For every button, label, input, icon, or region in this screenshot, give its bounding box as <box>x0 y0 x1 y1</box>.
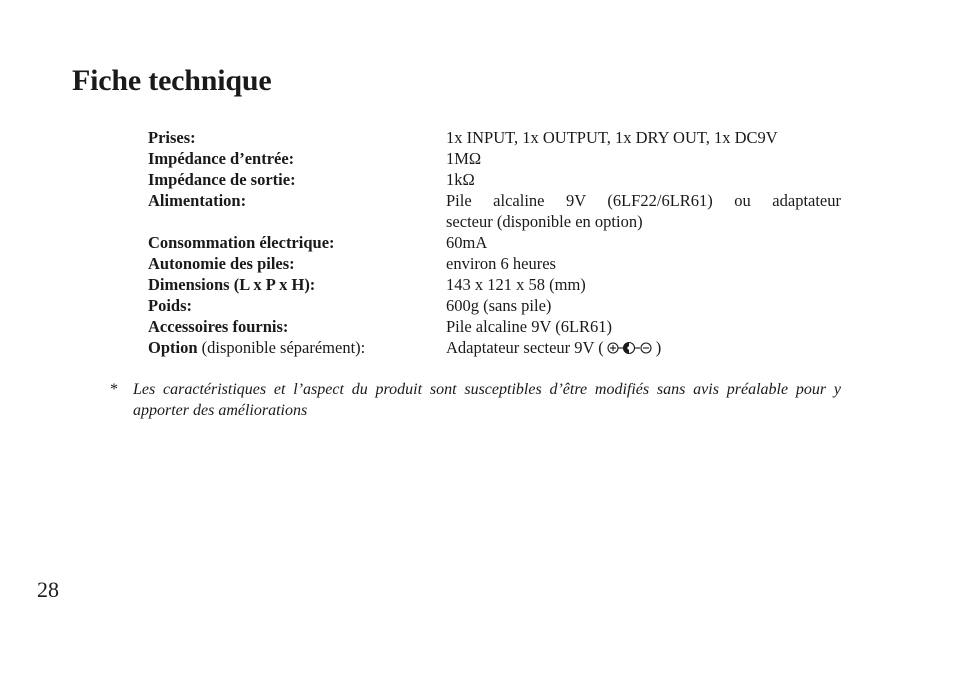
spec-row-dimensions <box>148 274 841 295</box>
spec-row-impedance-sortie <box>148 169 841 190</box>
spec-label: Option <box>148 338 198 357</box>
spec-value: Pile alcaline 9V (6LR61) <box>446 317 613 336</box>
spec-row-alimentation <box>148 190 841 211</box>
spec-label: Accessoires fournis: <box>148 317 289 336</box>
spec-label: Impédance de sortie: <box>148 170 296 189</box>
spec-value: 1x INPUT, 1x OUTPUT, 1x DRY OUT, 1x DC9V <box>446 128 778 147</box>
spec-label: Consommation électrique: <box>148 233 335 252</box>
page-title: Fiche technique <box>72 64 272 97</box>
spec-row-prises <box>148 127 841 148</box>
footnote-text: Les caractéristiques et l’aspect du produit sont susceptibles d’être modifiés sans avis préalable pour y apporter des améliorations <box>133 381 841 419</box>
spec-row-alimentation-cont <box>148 211 841 232</box>
footnote <box>110 379 841 421</box>
spec-row-autonomie <box>148 253 841 274</box>
spec-label: Prises: <box>148 128 196 147</box>
spec-row-poids <box>148 295 841 316</box>
footnote-mark: * <box>110 381 118 398</box>
spec-label-suffix: (disponible séparément): <box>197 338 366 357</box>
spec-value: 60mA <box>446 233 488 252</box>
page-number: 28 <box>37 577 59 602</box>
spec-value: 1MΩ <box>446 149 482 168</box>
spec-label: Alimentation: <box>148 191 247 210</box>
spec-label: Impédance d’entrée: <box>148 149 295 168</box>
dc-polarity-icon <box>607 339 655 360</box>
spec-label: Dimensions (L x P x H): <box>148 275 316 294</box>
spec-row-consommation <box>148 232 841 253</box>
spec-value-line2: secteur (disponible en option) <box>446 212 643 231</box>
spec-table <box>148 127 841 360</box>
spec-label: Autonomie des piles: <box>148 254 295 273</box>
spec-row-accessoires <box>148 316 841 337</box>
spec-value: 600g (sans pile) <box>446 296 552 315</box>
spec-row-option <box>148 337 841 360</box>
spec-value: 143 x 121 x 58 (mm) <box>446 275 586 294</box>
spec-value: environ 6 heures <box>446 254 556 273</box>
spec-value-suffix: ) <box>655 338 662 357</box>
spec-label: Poids: <box>148 296 193 315</box>
spec-value: 1kΩ <box>446 170 475 189</box>
spec-value: Pile alcaline 9V (6LF22/6LR61) ou adaptateur <box>446 191 841 210</box>
spec-value-prefix: Adaptateur secteur 9V ( <box>446 338 604 357</box>
spec-row-impedance-entree <box>148 148 841 169</box>
